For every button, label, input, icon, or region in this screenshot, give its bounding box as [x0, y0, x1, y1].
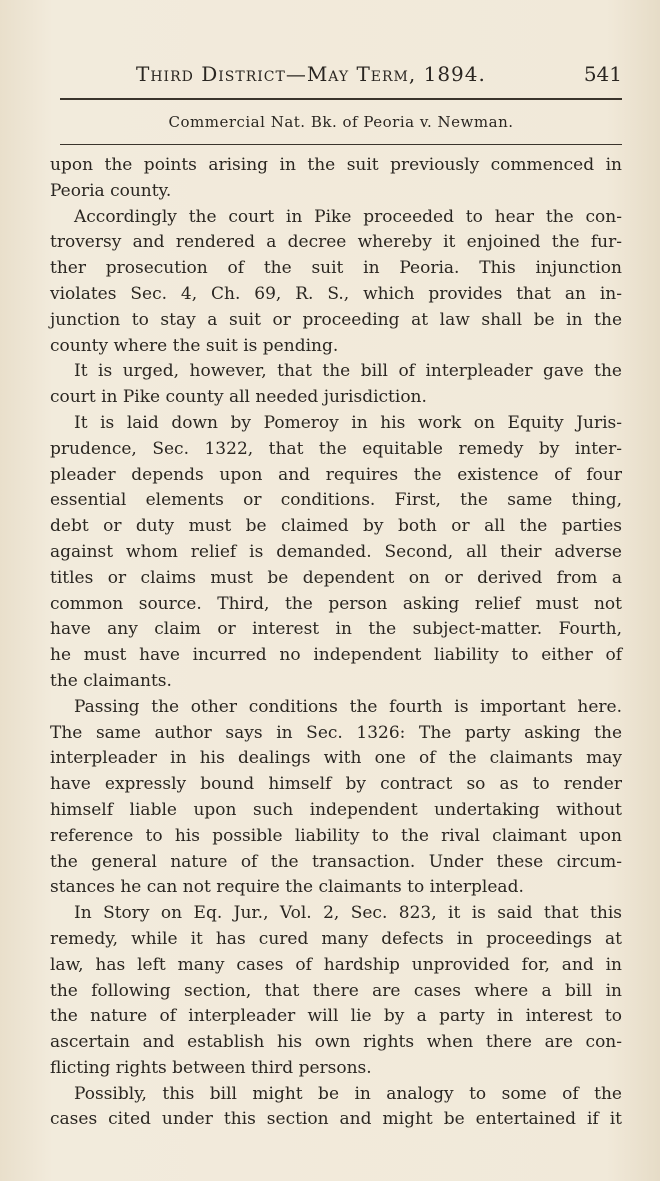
- text-line: the general nature of the transaction. Under these circum-: [50, 851, 622, 872]
- running-head: [50, 60, 622, 88]
- text-line: pleader depends upon and requires the existence of four: [50, 464, 622, 485]
- text-line: essential elements or conditions. First, the same thing,: [50, 490, 622, 511]
- text-line: court in Pike county all needed jurisdiction.: [50, 387, 427, 408]
- text-line: cases cited under this section and might be entertained if it: [50, 1109, 622, 1130]
- text-line: ascertain and establish his own rights when there are con-: [50, 1032, 622, 1053]
- header-rule: [60, 98, 622, 100]
- text-line: debt or duty must be claimed by both or all the parties: [50, 516, 622, 537]
- case-title: Commercial Nat. Bk. of Peoria v. Newman.: [168, 113, 514, 131]
- text-line: stances he can not require the claimants to interplead.: [50, 877, 524, 898]
- case-title-rule: [60, 144, 622, 145]
- text-line: Possibly, this bill might be in analogy to some of the: [74, 1083, 622, 1104]
- text-line: It is urged, however, that the bill of interpleader gave the: [74, 361, 622, 382]
- text-line: upon the points arising in the suit previously commenced in: [50, 155, 622, 175]
- text-line: remedy, while it has cured many defects in proceedings at: [50, 928, 622, 949]
- text-line: have expressly bound himself by contract so as to render: [50, 774, 622, 795]
- text-line: interpleader in his dealings with one of the claimants may: [50, 748, 622, 769]
- text-line: flicting rights between third persons.: [50, 1057, 372, 1078]
- text-line: junction to stay a suit or proceeding at law shall be in the: [50, 309, 622, 330]
- page-number: 541: [583, 62, 622, 86]
- text-line: In Story on Eq. Jur., Vol. 2, Sec. 823, it is said that this: [74, 903, 622, 924]
- text-line: The same author says in Sec. 1326: The party asking the: [50, 722, 622, 743]
- text-line: Passing the other conditions the fourth is important here.: [74, 696, 622, 717]
- running-title: Third District—May Term, 1894.: [136, 62, 486, 86]
- text-line: the nature of interpleader will lie by a party in interest to: [50, 1006, 622, 1027]
- text-line: titles or claims must be dependent on or derived from a: [50, 567, 622, 588]
- text-line: prudence, Sec. 1322, that the equitable remedy by inter-: [50, 438, 622, 459]
- text-line: himself liable upon such independent undertaking without: [50, 799, 622, 820]
- text-line: the claimants.: [50, 670, 172, 691]
- text-line: against whom relief is demanded. Second, all their adverse: [50, 541, 622, 562]
- text-line: he must have incurred no independent liability to either of: [50, 645, 622, 666]
- body-text: [50, 153, 622, 1133]
- text-line: troversy and rendered a decree whereby it enjoined the fur-: [50, 232, 622, 253]
- text-line: violates Sec. 4, Ch. 69, R. S., which provides that an in-: [50, 283, 622, 304]
- text-line: county where the suit is pending.: [50, 335, 339, 356]
- text-line: have any claim or interest in the subject-matter. Fourth,: [50, 619, 622, 640]
- text-line: It is laid down by Pomeroy in his work on Equity Juris-: [74, 412, 622, 433]
- text-line: law, has left many cases of hardship unprovided for, and in: [50, 954, 622, 975]
- text-line: reference to his possible liability to the rival claimant upon: [50, 825, 622, 846]
- text-line: ther prosecution of the suit in Peoria. This injunction: [50, 258, 622, 279]
- text-line: the following section, that there are cases where a bill in: [50, 980, 622, 1001]
- text-line: common source. Third, the person asking relief must not: [50, 593, 622, 614]
- text-line: Peoria county.: [50, 180, 172, 201]
- text-line: Accordingly the court in Pike proceeded to hear the con-: [74, 206, 622, 227]
